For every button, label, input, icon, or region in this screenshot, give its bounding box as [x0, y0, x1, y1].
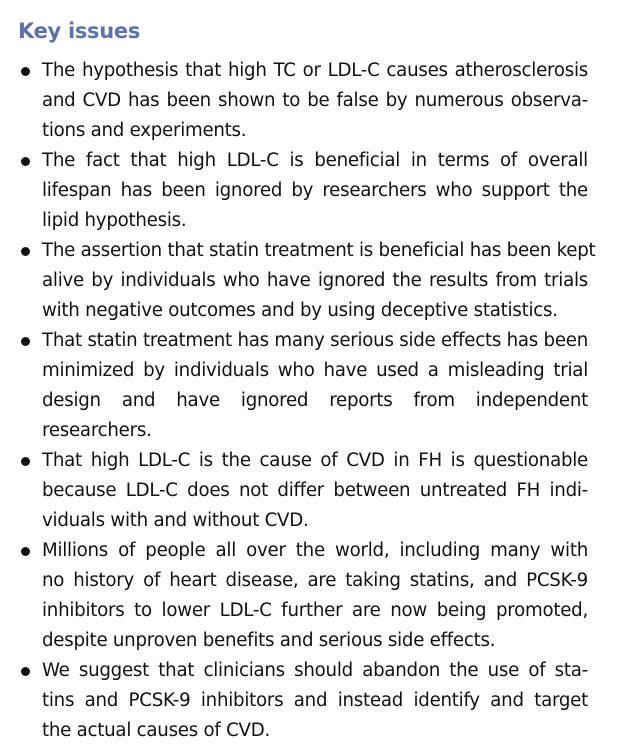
item-text-line: lifespan has been ignored by researchers who support the — [42, 180, 588, 201]
item-text-line: minimized by individuals who have used a misleading trial — [42, 360, 588, 381]
bullet-icon — [21, 457, 30, 466]
bullet-icon — [21, 247, 30, 256]
item-text-line: The assertion that statin treatment is beneficial has been kept — [42, 240, 596, 261]
item-text-line: alive by individuals who have ignored the results from trials — [42, 270, 588, 291]
item-text-line: design and have ignored reports from independent — [42, 390, 588, 411]
item-text-line: viduals with and without CVD. — [42, 510, 309, 531]
item-text-line: inhibitors to lower LDL-C further are now being promoted, — [42, 600, 588, 621]
item-text-line: Millions of people all over the world, including many with — [42, 540, 588, 561]
item-text-line: researchers. — [42, 420, 152, 441]
key-issue-item — [18, 236, 596, 326]
item-text-line: That statin treatment has many serious side effects has been — [42, 330, 588, 351]
item-text-line: no history of heart disease, are taking statins, and PCSK-9 — [42, 570, 588, 591]
item-text-line: We suggest that clinicians should abandon the use of sta- — [42, 660, 588, 681]
key-issue-item — [18, 56, 588, 146]
item-text-line: The hypothesis that high TC or LDL-C causes atherosclerosis — [42, 60, 588, 81]
item-text-line: lipid hypothesis. — [42, 210, 187, 231]
item-text-line: The fact that high LDL-C is beneficial in terms of overall — [42, 150, 588, 171]
item-text-line: tions and experiments. — [42, 120, 247, 141]
section-heading: Key issues — [18, 19, 141, 43]
bullet-icon — [21, 67, 30, 76]
bullet-icon — [21, 667, 30, 676]
key-issue-item — [18, 536, 588, 656]
item-text-line: That high LDL-C is the cause of CVD in FH is questionable — [42, 450, 588, 471]
key-issue-item — [18, 446, 588, 536]
item-text-line: despite unproven benefits and serious side effects. — [42, 630, 496, 651]
bullet-icon — [21, 547, 30, 556]
key-issue-item — [18, 146, 588, 236]
item-text-line: because LDL-C does not differ between untreated FH indi- — [42, 480, 588, 501]
bullet-icon — [21, 337, 30, 346]
key-issues-list — [18, 56, 622, 746]
item-text-line: with negative outcomes and by using deceptive statistics. — [42, 300, 558, 321]
item-text-line: the actual causes of CVD. — [42, 720, 270, 741]
key-issue-item — [18, 656, 588, 746]
item-text-line: tins and PCSK-9 inhibitors and instead identify and target — [42, 690, 588, 711]
item-text-line: and CVD has been shown to be false by numerous observa- — [42, 90, 588, 111]
key-issue-item — [18, 326, 588, 446]
bullet-icon — [21, 157, 30, 166]
